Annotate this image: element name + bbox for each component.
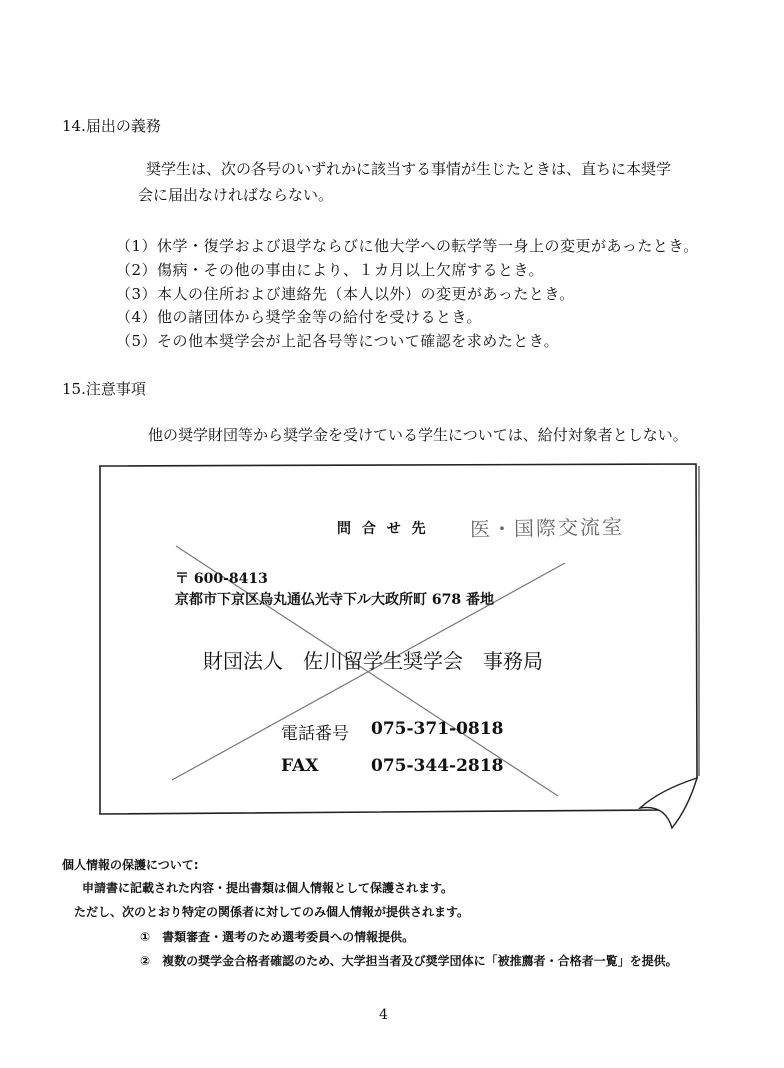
contact-label: 問 合 せ 先: [337, 521, 429, 537]
section-14-heading: 14.届出の義務: [62, 117, 161, 135]
section-14-item-4: （4）他の諸団体から奨学金等の給付を受けるとき。: [116, 308, 482, 326]
privacy-heading: 個人情報の保護について:: [62, 858, 199, 872]
phone-number: 075-371-0818: [371, 719, 504, 739]
fax-number: 075-344-2818: [371, 756, 504, 776]
phone-label: 電話番号: [281, 724, 349, 744]
privacy-item-1: ① 書類審査・選考のため選考委員への情報提供。: [140, 930, 415, 944]
fax-label: FAX: [281, 756, 319, 776]
section-15-heading: 15.注意事項: [62, 380, 146, 398]
section-14-intro-line-2: 会に届出なければならない。: [138, 186, 334, 204]
postal-code: 〒 600-8413: [175, 571, 268, 587]
address: 京都市下京区烏丸通仏光寺下ル大政所町 678 番地: [175, 592, 494, 608]
privacy-item-2: ② 複数の奨学金合格者確認のため、大学担当者及び奨学団体に「被推薦者・合格者一覧」を提供。: [140, 954, 678, 968]
section-14-item-2: （2）傷病・その他の事由により、１カ月以上欠席するとき。: [116, 261, 544, 279]
section-14-item-1: （1）休学・復学および退学ならびに他大学への転学等一身上の変更があったとき。: [116, 237, 699, 255]
page-number: 4: [379, 1007, 388, 1023]
handwritten-note: 医・国際交流室: [469, 514, 625, 542]
section-14-item-3: （3）本人の住所および連絡先（本人以外）の変更があったとき。: [116, 285, 575, 303]
section-14-item-5: （5）その他本奨学会が上記各号等について確認を求めたとき。: [116, 332, 560, 350]
section-15-text: 他の奨学財団等から奨学金を受けている学生については、給付対象者としない。: [148, 426, 688, 444]
privacy-line-2: ただし、次のとおり特定の関係者に対してのみ個人情報が提供されます。: [74, 905, 470, 919]
organization-name: 財団法人 佐川留学生奨学会 事務局: [203, 649, 543, 673]
section-14-intro-line-1: 奨学生は、次の各号のいずれかに該当する事情が生じたときは、直ちに本奨学: [146, 160, 672, 178]
privacy-line-1: 申請書に記載された内容・提出書類は個人情報として保護されます。: [82, 881, 454, 895]
